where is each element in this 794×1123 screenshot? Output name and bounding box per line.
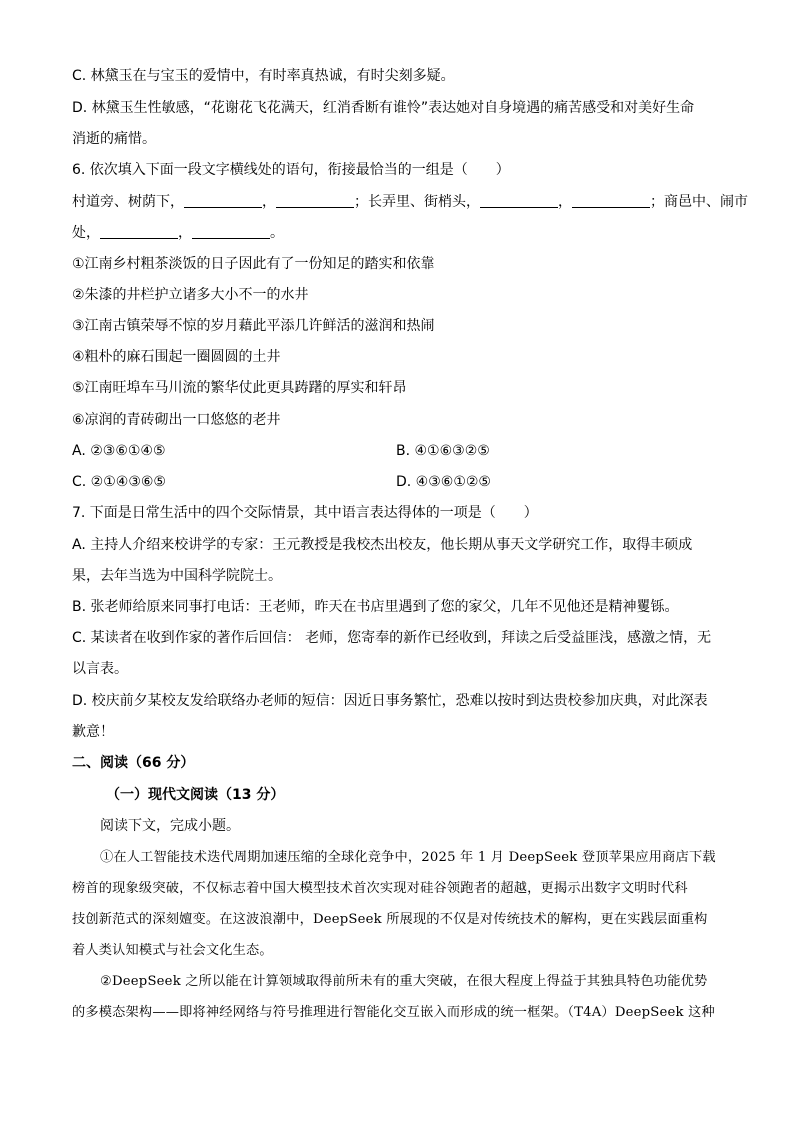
- q6-passage-text-1: 村道旁、树荫下，: [72, 194, 184, 210]
- q6-item-4: ④粗朴的麻石围起一圈圆圆的土井: [72, 349, 281, 365]
- q6-passage-end: 。: [270, 225, 284, 241]
- q7-option-a-line1: A. 主持人介绍来校讲学的专家：王元教授是我校杰出校友，他长期从事天文学研究工作，取得丰硕成: [72, 537, 693, 553]
- q6-passage-text-3: ；商邑中、闹市: [650, 194, 748, 210]
- q6-passage-line1: [72, 193, 748, 211]
- q7-option-c-line2: 以言表。: [72, 661, 128, 677]
- q6-item-6: ⑥凉润的青砖砌出一口悠悠的老井: [72, 412, 281, 428]
- q7-option-d-line1: D. 校庆前夕某校友发给联络办老师的短信：因近日事务繁忙，恐难以按时到达贵校参加庆典，对此深表: [72, 693, 708, 709]
- q6-passage-line2: [72, 224, 724, 242]
- q6-option-a: A. ②③⑥①④⑤: [72, 443, 166, 459]
- q7-option-c-line1: C. 某读者在收到作家的著作后回信： 老师，您寄奉的新作已经收到，拜读之后受益匪浅，感激之情，无: [72, 630, 712, 646]
- q6-stem: 6. 依次填入下面一段文字横线处的语句，衔接最恰当的一组是（ ）: [72, 162, 510, 178]
- q6-option-b: B. ④①⑥③②⑤: [396, 443, 490, 459]
- q6-passage-text-2: ；长弄里、街梢头，: [354, 194, 480, 210]
- fill-blank-3: [480, 193, 558, 208]
- section-heading: 二、阅读（66 分）: [72, 755, 195, 771]
- q6-item-5: ⑤江南旺埠车马川流的繁华仗此更具踌躇的厚实和轩昂: [72, 380, 407, 396]
- reading-instruction: 阅读下文，完成小题。: [100, 818, 240, 834]
- passage-para1-line4: 着人类认知模式与社会文化生态。: [72, 943, 273, 958]
- subsection-heading: （一）现代文阅读（13 分）: [106, 787, 285, 803]
- fill-blank-1: [184, 193, 262, 208]
- fill-blank-6: [192, 224, 270, 239]
- q7-stem: 7. 下面是日常生活中的四个交际情景，其中语言表达得体的一项是（ ）: [72, 505, 538, 521]
- q7-option-d-line2: 歉意！: [72, 724, 114, 740]
- q6-item-3: ③江南古镇荣辱不惊的岁月藉此平添几许鲜活的滋润和热闹: [72, 318, 435, 334]
- q6-option-c: C. ②①④③⑥⑤: [72, 474, 166, 490]
- q6-options-row1: [72, 442, 724, 460]
- q6-passage-text-4: 处，: [72, 225, 100, 241]
- passage-para2-line1: ②DeepSeek 之所以能在计算领域取得前所未有的重大突破，在很大程度上得益于其独具特色功能优势: [100, 974, 708, 989]
- q6-item-2: ②朱漆的井栏护立诸多大小不一的水井: [72, 287, 309, 303]
- q5-option-d-line1: D. 林黛玉生性敏感，“花谢花飞花满天，红消香断有谁怜”表达她对自身境遇的痛苦感受和对美好生命: [72, 100, 695, 116]
- passage-para1-line3: 技创新范式的深刻嬗变。在这波浪潮中，DeepSeek 所展现的不仅是对传统技术的解构，更在实践层面重构: [72, 912, 708, 927]
- q6-item-1: ①江南乡村粗茶淡饭的日子因此有了一份知足的踏实和依靠: [72, 256, 435, 272]
- q5-option-d-line2: 消逝的痛惜。: [72, 131, 156, 147]
- q5-option-c: C. 林黛玉在与宝玉的爱情中，有时率真热诚，有时尖刻多疑。: [72, 68, 455, 84]
- fill-blank-4: [572, 193, 650, 208]
- q6-option-d: D. ④③⑥①②⑤: [396, 474, 491, 490]
- q6-passage-sep-1: ，: [262, 194, 276, 210]
- passage-para1-line1: ①在人工智能技术迭代周期加速压缩的全球化竞争中，2025 年 1 月 DeepSeek 登顶苹果应用商店下载: [100, 850, 716, 865]
- q7-option-a-line2: 果，去年当选为中国科学院院士。: [72, 568, 282, 584]
- passage-para2-line2: 的多模态架构——即将神经网络与符号推理进行智能化交互嵌入而形成的统一框架。（T4A）DeepSeek 这种: [72, 1005, 715, 1020]
- fill-blank-5: [100, 224, 178, 239]
- fill-blank-2: [276, 193, 354, 208]
- q6-passage-sep-3: ，: [178, 225, 192, 241]
- passage-para1-line2: 榜首的现象级突破，不仅标志着中国大模型技术首次实现对硅谷领跑者的超越，更揭示出数字文明时代科: [72, 881, 688, 896]
- q7-option-b: B. 张老师给原来同事打电话：王老师，昨天在书店里遇到了您的家父，几年不见他还是精神矍铄。: [72, 599, 679, 615]
- q6-options-row2: [72, 473, 724, 491]
- q6-passage-sep-2: ，: [558, 194, 572, 210]
